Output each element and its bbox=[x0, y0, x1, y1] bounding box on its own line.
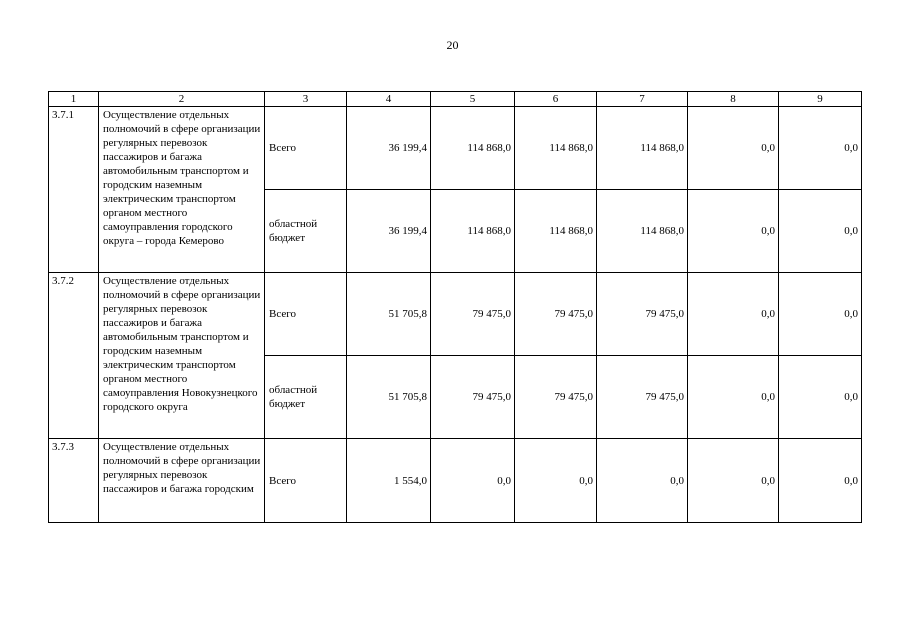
row-code: 3.7.1 bbox=[49, 107, 99, 273]
value-cell: 36 199,4 bbox=[347, 190, 431, 273]
budget-table bbox=[48, 91, 862, 523]
value-cell: 0,0 bbox=[597, 439, 688, 523]
funding-source: областной бюджет bbox=[265, 190, 347, 273]
value-cell: 0,0 bbox=[779, 190, 862, 273]
funding-source: областной бюджет bbox=[265, 356, 347, 439]
value-cell: 0,0 bbox=[688, 439, 779, 523]
column-header: 1 bbox=[49, 92, 99, 107]
value-cell: 0,0 bbox=[779, 273, 862, 356]
value-cell: 0,0 bbox=[515, 439, 597, 523]
funding-source: Всего bbox=[265, 439, 347, 523]
value-cell: 114 868,0 bbox=[515, 190, 597, 273]
value-cell: 0,0 bbox=[688, 356, 779, 439]
value-cell: 1 554,0 bbox=[347, 439, 431, 523]
column-header: 7 bbox=[597, 92, 688, 107]
value-cell: 114 868,0 bbox=[515, 107, 597, 190]
value-cell: 79 475,0 bbox=[515, 273, 597, 356]
value-cell: 114 868,0 bbox=[431, 190, 515, 273]
value-cell: 51 705,8 bbox=[347, 273, 431, 356]
value-cell: 0,0 bbox=[688, 107, 779, 190]
value-cell: 0,0 bbox=[688, 190, 779, 273]
row-code: 3.7.2 bbox=[49, 273, 99, 439]
column-header: 6 bbox=[515, 92, 597, 107]
value-cell: 114 868,0 bbox=[597, 190, 688, 273]
table-row bbox=[49, 273, 862, 356]
value-cell: 114 868,0 bbox=[431, 107, 515, 190]
value-cell: 36 199,4 bbox=[347, 107, 431, 190]
row-description: Осуществление отдельных полномочий в сфере организации регулярных перевозок пассажиров и багажа автомобильным транспортом и городским наземным электрическим транспортом органом местного самоуправления Новокузнецкого городского округа bbox=[99, 273, 265, 439]
funding-source: Всего bbox=[265, 273, 347, 356]
column-header: 2 bbox=[99, 92, 265, 107]
column-header: 5 bbox=[431, 92, 515, 107]
value-cell: 0,0 bbox=[779, 107, 862, 190]
value-cell: 0,0 bbox=[779, 439, 862, 523]
value-cell: 51 705,8 bbox=[347, 356, 431, 439]
row-description: Осуществление отдельных полномочий в сфере организации регулярных перевозок пассажиров и багажа автомобильным транспортом и городским наземным электрическим транспортом органом местного самоуправления городского округа – города Кемерово bbox=[99, 107, 265, 273]
funding-source: Всего bbox=[265, 107, 347, 190]
table-row bbox=[49, 107, 862, 190]
column-number-row bbox=[49, 92, 862, 107]
column-header: 9 bbox=[779, 92, 862, 107]
column-header: 4 bbox=[347, 92, 431, 107]
value-cell: 0,0 bbox=[779, 356, 862, 439]
value-cell: 0,0 bbox=[431, 439, 515, 523]
value-cell: 79 475,0 bbox=[597, 273, 688, 356]
value-cell: 79 475,0 bbox=[431, 356, 515, 439]
value-cell: 79 475,0 bbox=[431, 273, 515, 356]
row-code: 3.7.3 bbox=[49, 439, 99, 523]
value-cell: 79 475,0 bbox=[515, 356, 597, 439]
value-cell: 114 868,0 bbox=[597, 107, 688, 190]
value-cell: 0,0 bbox=[688, 273, 779, 356]
column-header: 8 bbox=[688, 92, 779, 107]
page-number: 20 bbox=[446, 38, 459, 52]
table-row bbox=[49, 439, 862, 523]
value-cell: 79 475,0 bbox=[597, 356, 688, 439]
column-header: 3 bbox=[265, 92, 347, 107]
row-description: Осуществление отдельных полномочий в сфере организации регулярных перевозок пассажиров и багажа городским bbox=[99, 439, 265, 523]
